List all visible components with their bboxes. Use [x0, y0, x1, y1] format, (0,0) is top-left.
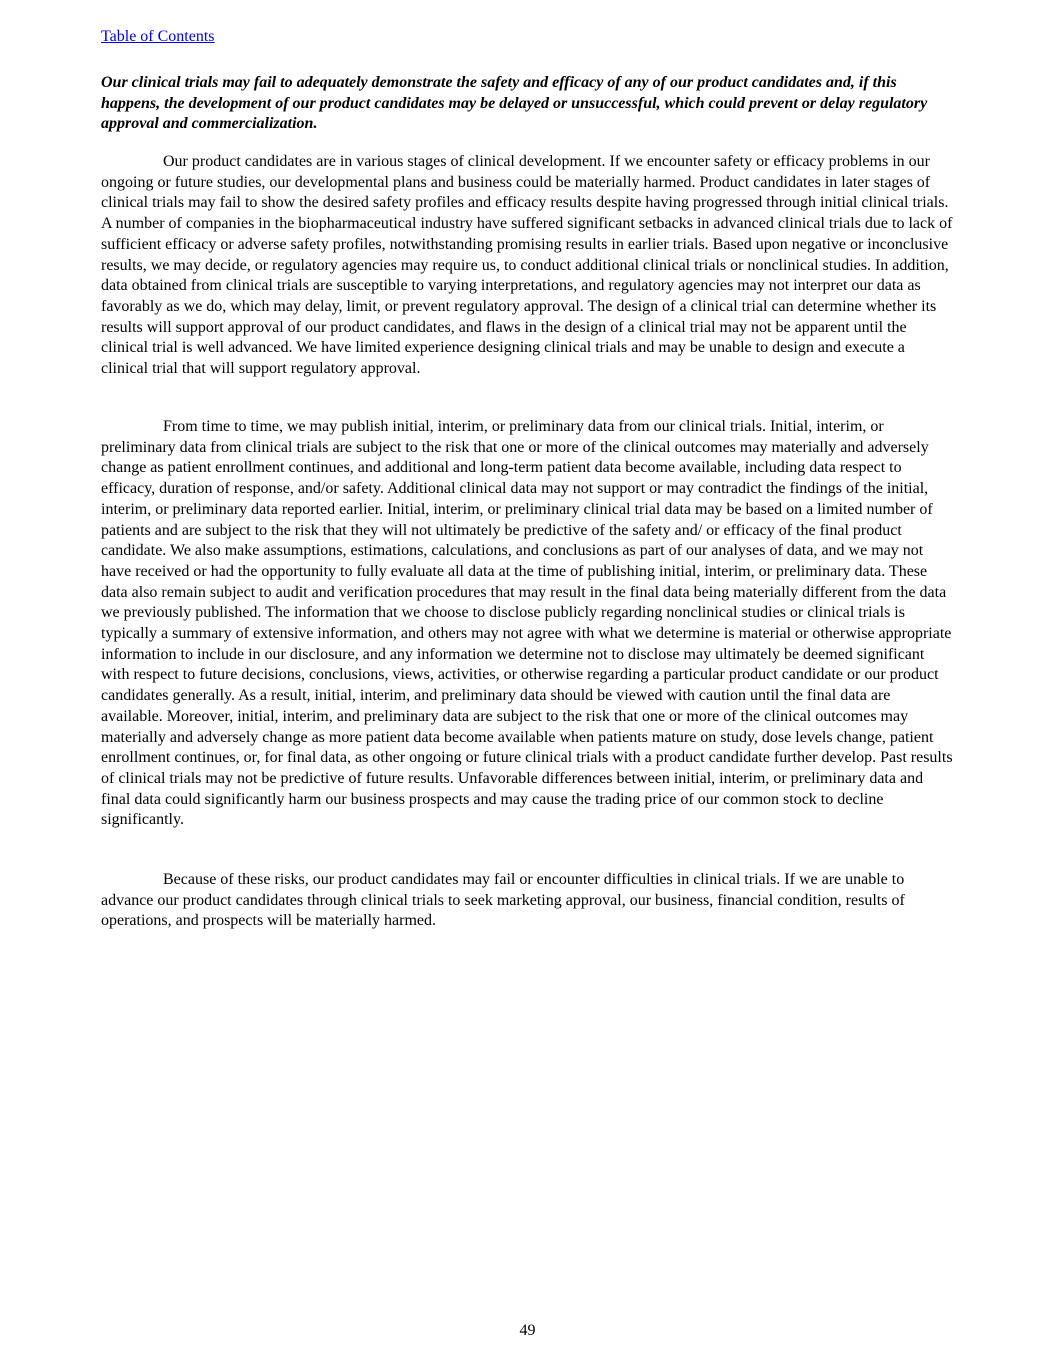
body-paragraph: Our product candidates are in various stages of clinical development. If we encounter safety or efficacy problems in our ongoing or future studies, our developmental plans and business could be materially harmed. Product candidates in later stages of clinical trials may fail to show the desired safety profiles and efficacy results despite having progressed through initial clinical trials. A number of companies in the biopharmaceutical industry have suffered significant setbacks in advanced clinical trials due to lack of sufficient efficacy or adverse safety profiles, notwithstanding promising results in earlier trials. Based upon negative or inconclusive results, we may decide, or regulatory agencies may require us, to conduct additional clinical trials or nonclinical studies. In addition, data obtained from clinical trials are susceptible to varying interpretations, and regulatory agencies may not interpret our data as favorably as we do, which may delay, limit, or prevent regulatory approval. The design of a clinical trial can determine whether its results will support approval of our product candidates, and flaws in the design of a clinical trial may not be apparent until the clinical trial is well advanced. We have limited experience designing clinical trials and may be unable to design and execute a clinical trial that will support regulatory approval. [101, 153, 953, 378]
body-paragraph: Because of these risks, our product candidates may fail or encounter difficulties in clinical trials. If we are unable to advance our product candidates through clinical trials to seek marketing approval, our business, financial condition, results of operations, and prospects will be materially harmed. [101, 871, 905, 930]
risk-factor-heading: Our clinical trials may fail to adequately demonstrate the safety and efficacy of any of our product candidates and, if this happens, the development of our product candidates may be delayed or unsuccessful, which could prevent or delay regulatory approval and commercialization. [101, 74, 928, 133]
page-number: 49 [519, 1322, 536, 1339]
table-of-contents-link[interactable]: Table of Contents [101, 28, 215, 45]
body-paragraph: From time to time, we may publish initial, interim, or preliminary data from our clinical trials. Initial, interim, or preliminary data from clinical trials are subject to the risk that one or more of the clinical outcomes may materially and adversely change as patient enrollment continues, and additional and long-term patient data become available, including data respect to efficacy, duration of response, and/or safety. Additional clinical data may not support or may contradict the findings of the initial, interim, or preliminary data reported earlier. Initial, interim, or preliminary clinical trial data may be based on a limited number of patients and are subject to the risk that they will not ultimately be predictive of the safety and/ or efficacy of the final product candidate. We also make assumptions, estimations, calculations, and conclusions as part of our analyses of data, and we may not have received or had the opportunity to fully evaluate all data at the time of publishing initial, interim, or preliminary data. These data also remain subject to audit and verification procedures that may result in the final data being materially different from the data we previously published. The information that we choose to disclose publicly regarding nonclinical studies or clinical trials is typically a summary of extensive information, and others may not agree with what we determine is material or otherwise appropriate information to include in our disclosure, and any information we determine not to disclose may ultimately be deemed significant with respect to future decisions, conclusions, views, activities, or otherwise regarding a particular product candidate or our product candidates generally. As a result, initial, interim, and preliminary data should be viewed with caution until the final data are available. Moreover, initial, interim, and preliminary data are subject to the risk that one or more of the clinical outcomes may materially and adversely change as more patient data become available when patients mature on study, dose levels change, patient enrollment continues, or, for final data, as other ongoing or future clinical trials with a product candidate further develop. Past results of clinical trials may not be predictive of future results. Unfavorable differences between initial, interim, or preliminary data and final data could significantly harm our business prospects and may cause the trading price of our common stock to decline significantly. [101, 418, 953, 829]
